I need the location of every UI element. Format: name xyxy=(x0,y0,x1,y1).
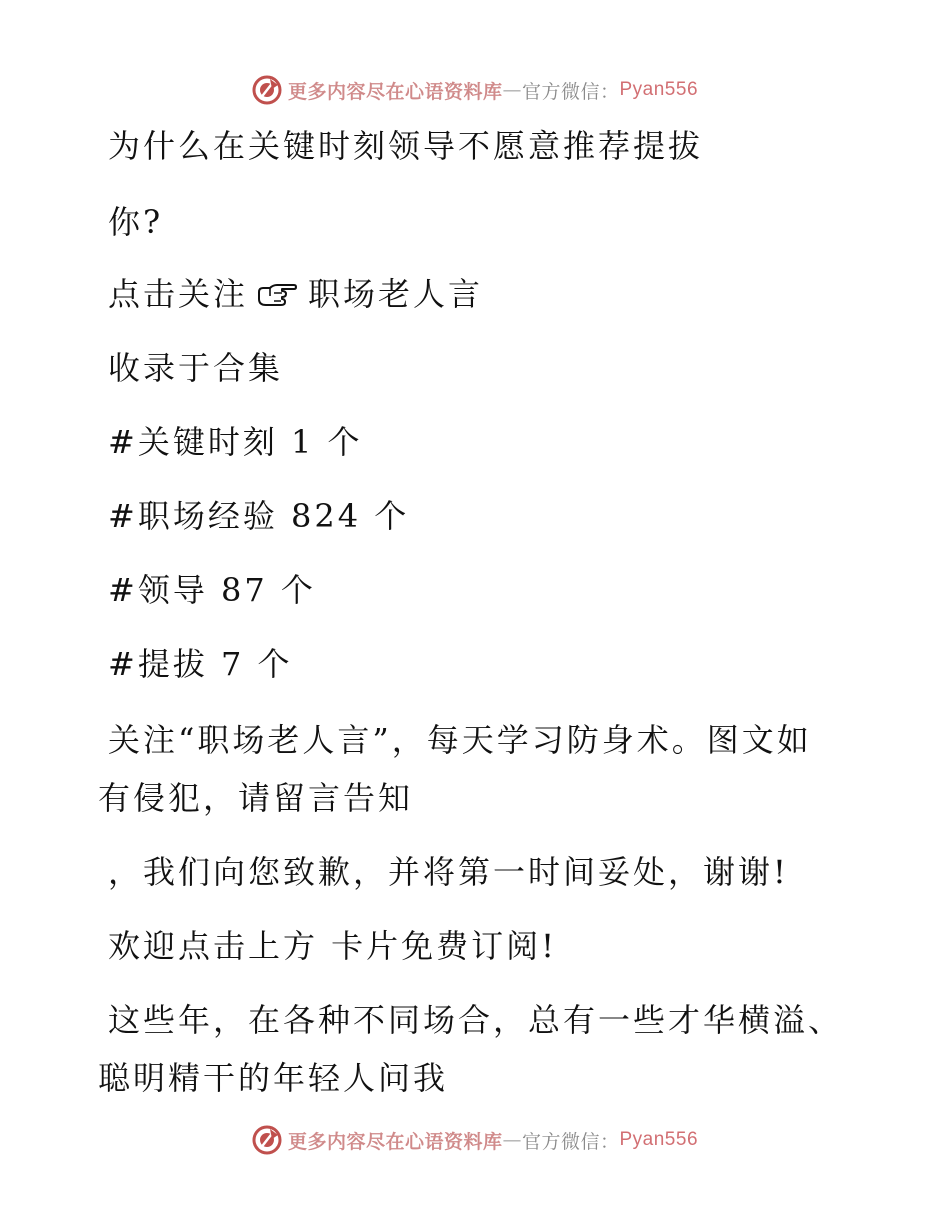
follow-prefix: 点击关注 xyxy=(108,275,249,313)
banner-wechat-label: 官方微信： xyxy=(521,80,620,103)
pointing-hand-icon xyxy=(256,282,298,308)
banner-separator: — xyxy=(502,1129,522,1151)
collection-label: 收录于合集 xyxy=(108,349,284,387)
body-line-2: 聪明精干的年轻人问我 xyxy=(98,1059,449,1097)
notice-line-3: ，我们向您致歉，并将第一时间妥处，谢谢! xyxy=(108,853,789,891)
title-line-2: 你? xyxy=(108,203,164,241)
banner-text: 更多内容尽在心语资料库 xyxy=(287,1130,503,1153)
follow-account: 职场老人言 xyxy=(308,275,484,313)
banner-separator: — xyxy=(502,79,522,101)
logo-icon xyxy=(252,75,282,105)
tag-item: #领导 87 个 xyxy=(108,571,316,609)
tag-item: #职场经验 824 个 xyxy=(108,497,410,535)
notice-line-1: 关注“职场老人言”，每天学习防身术。图文如 xyxy=(108,721,812,759)
banner-text: 更多内容尽在心语资料库 xyxy=(287,80,503,103)
banner-wechat-id: Pyan556 xyxy=(619,1129,699,1150)
banner-wechat-id: Pyan556 xyxy=(619,79,699,100)
header-banner xyxy=(0,70,950,110)
banner-wechat-label: 官方微信： xyxy=(521,1130,620,1153)
tag-item: #关键时刻 1 个 xyxy=(108,423,363,461)
body-line-1: 这些年，在各种不同场合，总有一些才华横溢、 xyxy=(108,1001,844,1039)
footer-banner xyxy=(0,1120,950,1160)
subscribe-line: 欢迎点击上方 卡片免费订阅! xyxy=(108,927,558,965)
logo-icon xyxy=(252,1125,282,1155)
follow-line xyxy=(108,274,483,314)
title-line-1: 为什么在关键时刻领导不愿意推荐提拔 xyxy=(108,127,704,165)
notice-line-2: 有侵犯，请留言告知 xyxy=(98,779,414,817)
tag-item: #提拔 7 个 xyxy=(108,645,293,683)
